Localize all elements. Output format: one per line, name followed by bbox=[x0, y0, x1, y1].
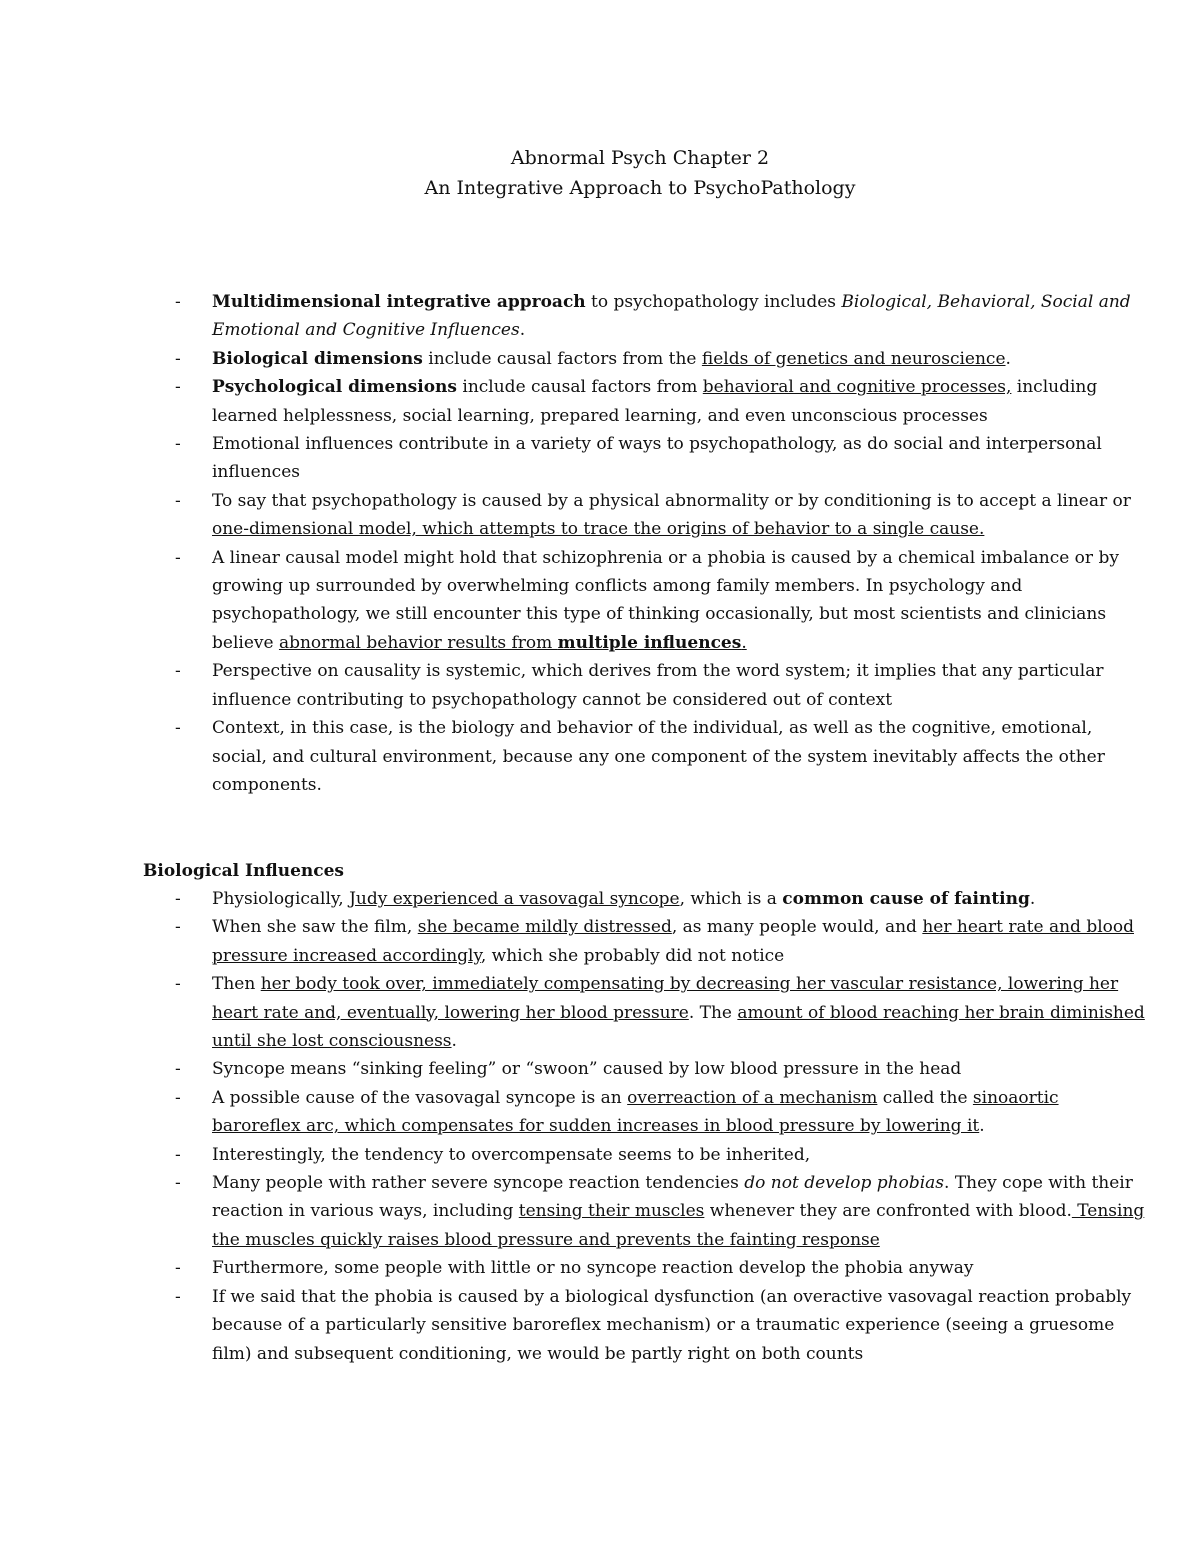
bullet-marker: - bbox=[175, 434, 181, 455]
bullet-item bbox=[175, 487, 1147, 544]
bullet-text: If we said that the phobia is caused by a biological dysfunction (an overactive vasovagal reaction probably because of a particularly sensitive baroreflex mechanism) or a traumatic experience (seeing a gruesome film) and subsequent conditioning, we would be partly right on both counts bbox=[212, 1286, 1132, 1364]
bullet-text: A linear causal model might hold that schizophrenia or a phobia is caused by a chemical imbalance or by growing up surrounded by overwhelming conflicts among family members. In psychology and psychopathology, we still encounter this type of thinking occasionally, but most scientists and clinicians believe bbox=[212, 547, 1119, 653]
bullet-marker: - bbox=[175, 974, 181, 995]
bullet-marker: - bbox=[175, 490, 181, 511]
bullet-text: Syncope means “sinking feeling” or “swoon” caused by low blood pressure in the head bbox=[212, 1059, 962, 1080]
intro-bullet-list bbox=[175, 288, 1147, 799]
bullet-item bbox=[175, 345, 1147, 373]
title-line-2: An Integrative Approach to PsychoPathology bbox=[424, 177, 856, 199]
bullet-text: Physiologically, bbox=[212, 889, 350, 909]
bullet-text: . The bbox=[688, 1002, 738, 1023]
bullet-text: To say that psychopathology is caused by a physical abnormality or by conditioning is to accept a linear or bbox=[212, 490, 1131, 511]
bullet-text: to psychopathology includes bbox=[585, 292, 842, 312]
bullet-marker: - bbox=[175, 348, 181, 369]
bullet-text: Biological dimensions bbox=[212, 348, 423, 369]
bullet-text: , which is a bbox=[679, 889, 783, 909]
bullet-item bbox=[175, 714, 1147, 799]
bullet-text: abnormal behavior results from bbox=[278, 632, 558, 653]
bullet-text: one-dimensional model, which attempts to trace the origins of behavior to a single cause. bbox=[212, 519, 985, 540]
bullet-item bbox=[175, 1254, 1147, 1282]
bullet-text: , which she probably did not notice bbox=[480, 945, 785, 966]
bullet-text: , as many people would, and bbox=[671, 917, 923, 938]
bullet-item bbox=[175, 885, 1147, 913]
bullet-text: . bbox=[451, 1031, 457, 1052]
bullet-item bbox=[175, 373, 1147, 430]
bullet-text: . They cope with their reaction in various ways, including bbox=[212, 1173, 1133, 1222]
bullet-marker: - bbox=[175, 1286, 181, 1307]
bullet-marker: - bbox=[175, 292, 181, 312]
bullet-text: . bbox=[741, 632, 747, 653]
bullet-item bbox=[175, 657, 1147, 714]
bullet-text: her body took over, immediately compensating by decreasing her vascular resistance, lowering her heart rate and, eventually, lowering her blood pressure bbox=[212, 974, 1119, 1023]
bullet-text: Psychological dimensions bbox=[212, 377, 457, 398]
bullet-text: . bbox=[1005, 348, 1011, 369]
bullet-text: Interestingly, the tendency to overcompensate seems to be inherited, bbox=[212, 1144, 811, 1165]
bullet-text: amount of blood reaching her brain diminished until she lost consciousness bbox=[212, 1002, 1145, 1052]
bullet-item bbox=[175, 288, 1147, 345]
bullet-text: Biological, Behavioral, Social and Emotional and Cognitive Influences bbox=[212, 292, 1131, 341]
bullet-item bbox=[175, 1084, 1147, 1141]
bullet-item bbox=[175, 970, 1147, 1055]
bullet-item bbox=[175, 1283, 1147, 1368]
bullet-marker: - bbox=[175, 1144, 181, 1165]
bullet-item bbox=[175, 1141, 1147, 1169]
bullet-text: When she saw the film, bbox=[212, 917, 418, 938]
bullet-text: . bbox=[979, 1116, 985, 1137]
bullet-text: multiple influences bbox=[557, 632, 742, 653]
bullet-text: Judy experienced a vasovagal syncope bbox=[349, 889, 680, 909]
bullet-marker: - bbox=[175, 1258, 181, 1279]
bullet-text: including learned helplessness, social learning, prepared learning, and even unconscious processes bbox=[212, 377, 1098, 426]
bullet-marker: - bbox=[175, 1059, 181, 1080]
bullet-text: common cause of fainting bbox=[782, 889, 1030, 909]
bullet-text: do not develop phobias bbox=[744, 1173, 945, 1194]
bullet-marker: - bbox=[175, 1087, 181, 1108]
bullet-text: overreaction of a mechanism bbox=[627, 1087, 878, 1108]
bullet-item bbox=[175, 430, 1147, 487]
bullet-text: her heart rate and blood pressure increased accordingly bbox=[212, 917, 1134, 966]
bullet-item bbox=[175, 913, 1147, 970]
bullet-text: Multidimensional integrative approach bbox=[212, 292, 586, 312]
bullet-marker: - bbox=[175, 917, 181, 938]
bullet-marker: - bbox=[175, 377, 181, 398]
title-line-1: Abnormal Psych Chapter 2 bbox=[510, 147, 770, 169]
bullet-text: called the bbox=[877, 1087, 973, 1108]
bullet-marker: - bbox=[175, 547, 181, 568]
section-heading-biological-influences: Biological Influences bbox=[143, 861, 344, 881]
document-title bbox=[0, 143, 1200, 203]
bullet-marker: - bbox=[175, 1173, 181, 1194]
bullet-marker: - bbox=[175, 661, 181, 682]
bullet-text: Furthermore, some people with little or no syncope reaction develop the phobia anyway bbox=[212, 1258, 974, 1279]
bullet-text: Many people with rather severe syncope reaction tendencies bbox=[212, 1173, 745, 1194]
bullet-item bbox=[175, 544, 1147, 658]
bullet-text: Perspective on causality is systemic, which derives from the word system; it implies that any particular influence contributing to psychopathology cannot be considered out of context bbox=[212, 661, 1104, 710]
bullet-item bbox=[175, 1169, 1147, 1254]
bullet-text: tensing their muscles bbox=[518, 1201, 705, 1222]
bullet-text: fields of genetics and neuroscience bbox=[701, 348, 1006, 369]
bullet-text: . bbox=[1029, 889, 1036, 909]
bullet-text: A possible cause of the vasovagal syncope is an bbox=[212, 1087, 628, 1108]
bullet-text: behavioral and cognitive processes, bbox=[702, 377, 1012, 398]
bullet-text: include causal factors from bbox=[456, 377, 703, 398]
bullet-text: sinoaortic baroreflex arc, which compensates for sudden increases in blood pressure by lowering it bbox=[212, 1087, 1059, 1137]
bullet-marker: - bbox=[175, 889, 181, 909]
bullet-text: Then bbox=[212, 974, 261, 995]
bullet-text: . bbox=[519, 320, 526, 341]
bullet-text: she became mildly distressed bbox=[417, 917, 672, 938]
bullet-text: Emotional influences contribute in a variety of ways to psychopathology, as do social and interpersonal influences bbox=[212, 434, 1102, 483]
bullet-text: Tensing the muscles quickly raises blood pressure and prevents the fainting response bbox=[212, 1201, 1145, 1250]
bullet-text: include causal factors from the bbox=[422, 348, 702, 369]
bullet-text: whenever they are confronted with blood. bbox=[704, 1201, 1072, 1222]
bullet-text: Context, in this case, is the biology and behavior of the individual, as well as the cognitive, emotional, social, and cultural environment, because any one component of the system inevitably affects the other components. bbox=[212, 718, 1105, 795]
bullet-item bbox=[175, 1055, 1147, 1083]
bullet-marker: - bbox=[175, 718, 181, 739]
biological-influences-bullet-list bbox=[175, 885, 1147, 1368]
